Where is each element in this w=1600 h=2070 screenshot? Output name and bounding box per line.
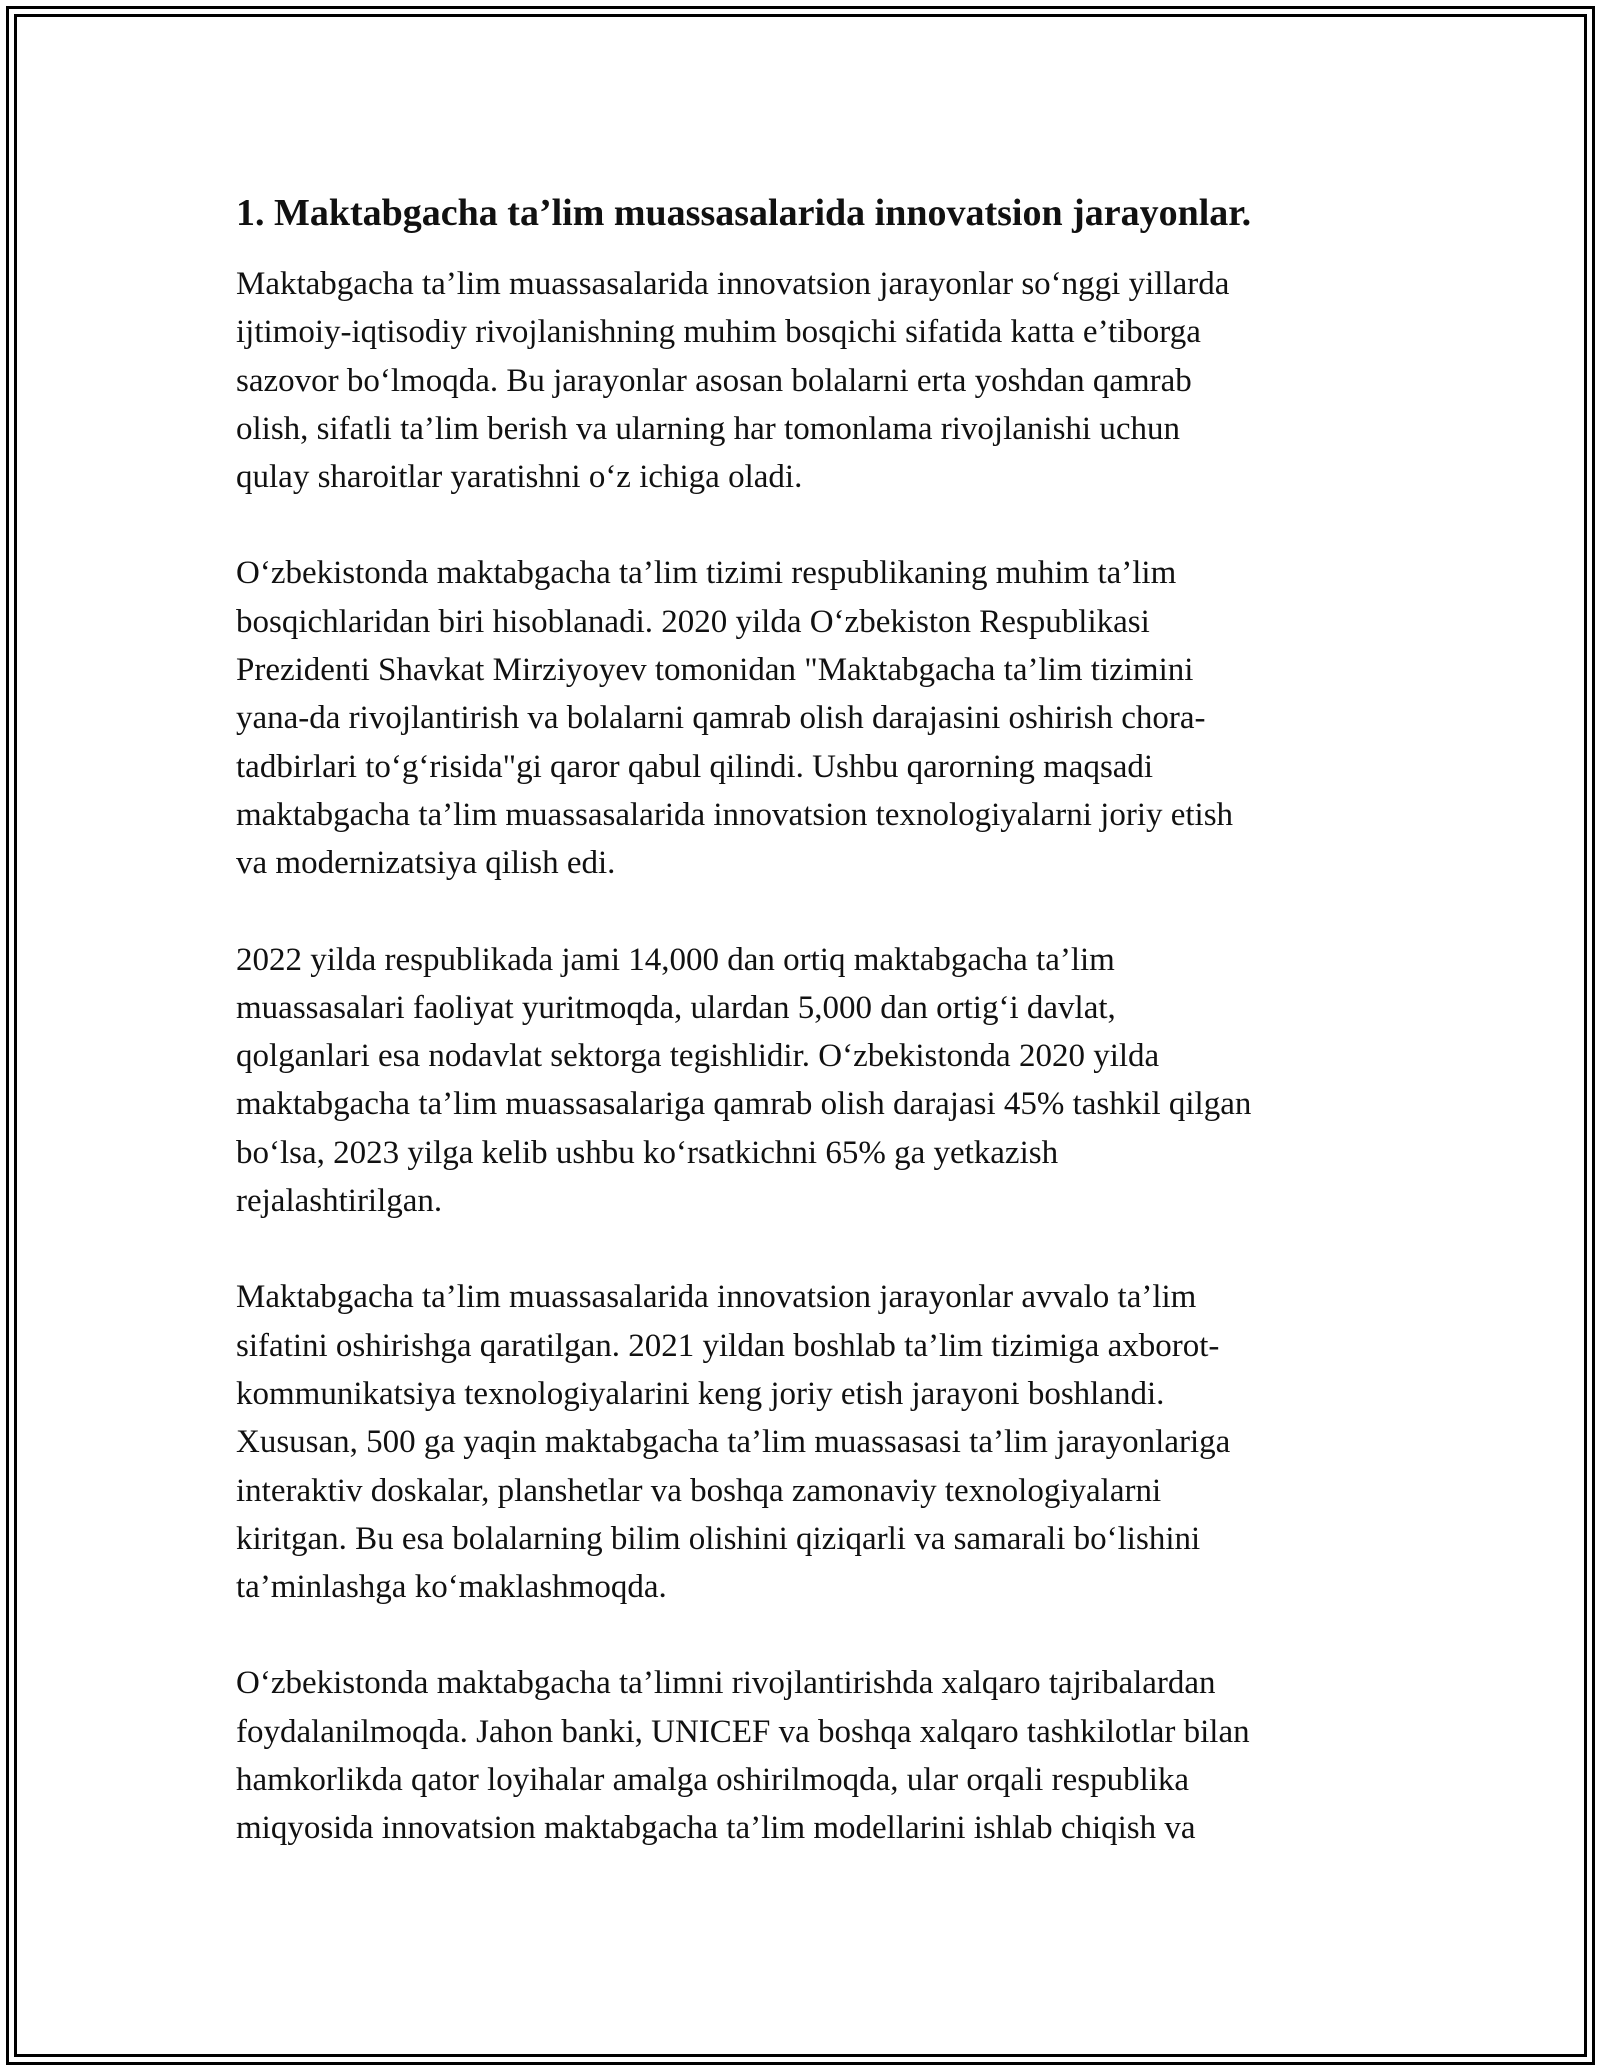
paragraph-line: 2022 yilda respublikada jami 14,000 dan ortiq maktabgacha ta’lim: [236, 941, 1115, 978]
paragraph-line: bosqichlaridan biri hisoblanadi. 2020 yilda O‘zbekiston Respublikasi: [236, 603, 1150, 640]
paragraph-line: maktabgacha ta’lim muassasalariga qamrab olish darajasi 45% tashkil qilgan: [236, 1086, 1252, 1123]
paragraph-1: [236, 260, 1376, 501]
paragraph-line: ta’minlashga ko‘maklashmoqda.: [236, 1569, 667, 1606]
paragraph-line: qolganlari esa nodavlat sektorga tegishlidir. O‘zbekistonda 2020 yilda: [236, 1038, 1160, 1075]
paragraph-line: Maktabgacha ta’lim muassasalarida innovatsion jarayonlar avvalo ta’lim: [236, 1279, 1197, 1316]
paragraph-line: foydalanilmoqda. Jahon banki, UNICEF va boshqa xalqaro tashkilotlar bilan: [236, 1713, 1250, 1750]
paragraph-line: bo‘lsa, 2023 yilga kelib ushbu ko‘rsatkichni 65% ga yetkazish: [236, 1134, 1059, 1171]
paragraph-line: sazovor bo‘lmoqda. Bu jarayonlar asosan bolalarni erta yoshdan qamrab: [236, 362, 1192, 399]
paragraph-line: miqyosida innovatsion maktabgacha ta’lim modellarini ishlab chiqish va: [236, 1810, 1196, 1847]
paragraph-line: kommunikatsiya texnologiyalarini keng joriy etish jarayoni boshlandi.: [236, 1375, 1165, 1412]
paragraph-line: yana-da rivojlantirish va bolalarni qamrab olish darajasini oshirish chora-: [236, 700, 1206, 737]
paragraph-line: O‘zbekistonda maktabgacha ta’limni rivojlantirishda xalqaro tajribalardan: [236, 1665, 1216, 1702]
paragraph-line: Prezidenti Shavkat Mirziyoyev tomonidan "Maktabgacha ta’lim tizimini: [236, 652, 1194, 689]
paragraph-line: olish, sifatli ta’lim berish va ularning har tomonlama rivojlanishi uchun: [236, 410, 1180, 447]
section-heading: 1. Maktabgacha ta’lim muassasalarida innovatsion jarayonlar.: [236, 192, 1252, 234]
paragraph-4: [236, 1273, 1376, 1611]
paragraph-line: O‘zbekistonda maktabgacha ta’lim tizimi respublikaning muhim ta’lim: [236, 555, 1177, 592]
paragraph-3: [236, 936, 1376, 1226]
paragraph-line: kiritgan. Bu esa bolalarning bilim olishini qiziqarli va samarali bo‘lishini: [236, 1520, 1201, 1557]
paragraph-line: va modernizatsiya qilish edi.: [236, 845, 616, 882]
paragraph-line: sifatini oshirishga qaratilgan. 2021 yildan boshlab ta’lim tizimiga axborot-: [236, 1327, 1220, 1364]
paragraph-2: [236, 549, 1376, 887]
paragraph-line: ijtimoiy-iqtisodiy rivojlanishning muhim bosqichi sifatida katta e’tiborga: [236, 314, 1201, 351]
paragraph-5: [236, 1659, 1376, 1852]
paragraph-line: interaktiv doskalar, planshetlar va boshqa zamonaviy texnologiyalarni: [236, 1472, 1162, 1509]
paragraph-line: qulay sharoitlar yaratishni o‘z ichiga oladi.: [236, 459, 803, 496]
paragraph-line: rejalashtirilgan.: [236, 1183, 443, 1220]
paragraph-line: Maktabgacha ta’lim muassasalarida innovatsion jarayonlar so‘nggi yillarda: [236, 266, 1230, 302]
document-body: [236, 186, 1376, 1901]
paragraph-line: muassasalari faoliyat yuritmoqda, ulardan 5,000 dan ortig‘i davlat,: [236, 989, 1116, 1026]
paragraph-line: Xususan, 500 ga yaqin maktabgacha ta’lim muassasasi ta’lim jarayonlariga: [236, 1424, 1231, 1461]
paragraph-line: tadbirlari to‘g‘risida"gi qaror qabul qilindi. Ushbu qarorning maqsadi: [236, 748, 1154, 785]
paragraph-list: [236, 260, 1376, 1853]
paragraph-line: hamkorlikda qator loyihalar amalga oshirilmoqda, ular orqali respublika: [236, 1762, 1190, 1799]
paragraph-line: maktabgacha ta’lim muassasalarida innovatsion texnologiyalarni joriy etish: [236, 796, 1234, 833]
